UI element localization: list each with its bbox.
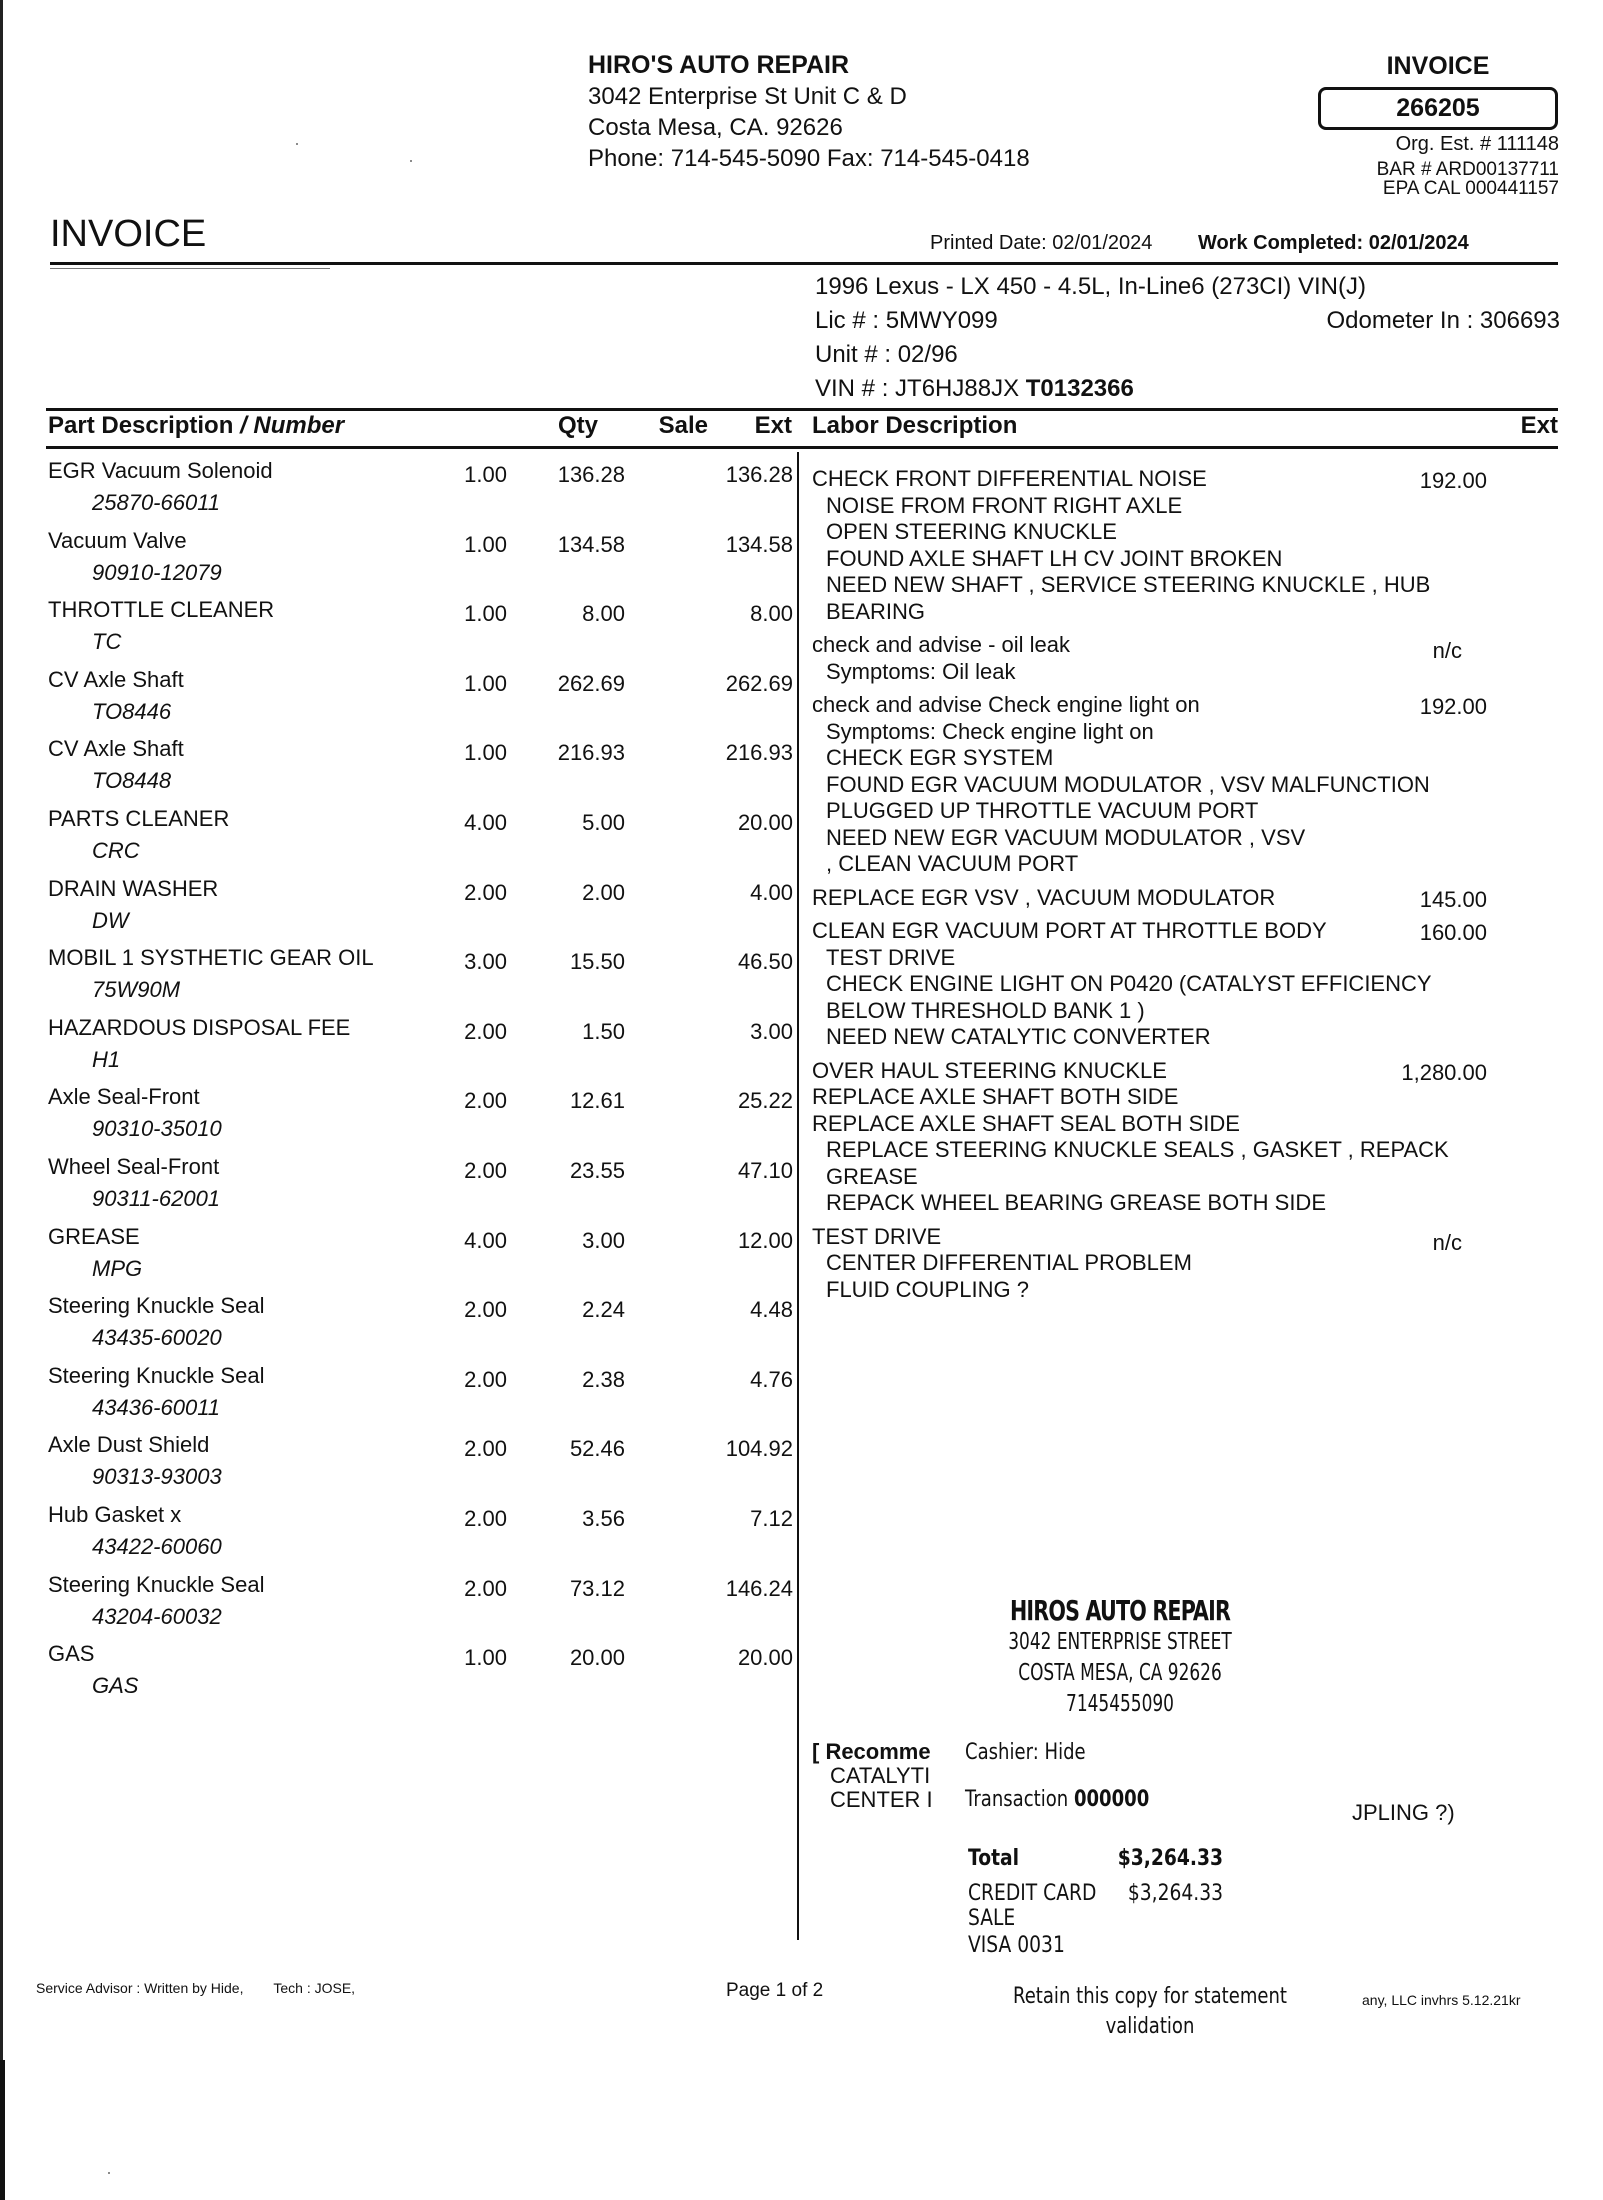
header-divider bbox=[50, 262, 1558, 265]
part-name: Steering Knuckle Seal bbox=[48, 1293, 265, 1319]
labor-detail-line: NOISE FROM FRONT RIGHT AXLE bbox=[826, 492, 1183, 518]
part-ext: 136.28 bbox=[725, 462, 793, 487]
parts-table-header bbox=[48, 412, 792, 440]
labor-table bbox=[812, 466, 1557, 1310]
labor-detail-line: OPEN STEERING KNUCKLE bbox=[826, 519, 1117, 544]
part-qty: 3.00 bbox=[464, 949, 507, 975]
header-part-number: / Number bbox=[240, 412, 345, 439]
part-row bbox=[48, 1572, 793, 1642]
part-row bbox=[48, 528, 793, 598]
payment-label: CREDIT CARD SALE bbox=[968, 1881, 1097, 1931]
labor-table-header bbox=[812, 412, 1558, 440]
shop-header bbox=[588, 50, 1030, 174]
part-sale: 2.38 bbox=[582, 1366, 625, 1392]
service-advisor: Service Advisor : Written by Hide, bbox=[36, 1980, 244, 1996]
invoice-meta bbox=[1377, 135, 1559, 198]
part-sale: 134.58 bbox=[557, 531, 625, 557]
part-qty: 2.00 bbox=[464, 1575, 507, 1601]
part-name: HAZARDOUS DISPOSAL FEE bbox=[48, 1014, 351, 1040]
column-divider bbox=[797, 452, 799, 1940]
part-name: Steering Knuckle Seal bbox=[48, 1571, 265, 1597]
labor-detail-line: PLUGGED UP THROTTLE VACUUM PORT bbox=[826, 798, 1259, 823]
part-name: Steering Knuckle Seal bbox=[48, 1362, 265, 1388]
part-row bbox=[48, 458, 793, 528]
part-number: 43422-60060 bbox=[92, 1533, 222, 1559]
labor-detail-line: Symptoms: Check engine light on bbox=[826, 718, 1154, 744]
license-number: Lic # : 5MWY099 bbox=[815, 307, 998, 334]
retain-notice: Retain this copy for statement validation bbox=[1012, 1984, 1288, 2039]
header-labor-ext: Ext bbox=[1520, 412, 1558, 439]
part-sale: 2.00 bbox=[582, 879, 625, 905]
part-qty: 2.00 bbox=[464, 1505, 507, 1531]
part-number: 43435-60020 bbox=[92, 1325, 222, 1351]
part-sale: 8.00 bbox=[582, 601, 625, 627]
unit-number: Unit # : 02/96 bbox=[815, 341, 958, 368]
header-part-description: Part Description bbox=[48, 412, 234, 439]
part-ext: 104.92 bbox=[725, 1436, 793, 1462]
labor-detail-line: CHECK EGR SYSTEM bbox=[826, 745, 1054, 770]
header-sale: Sale bbox=[658, 412, 708, 439]
recommendation-line: CATALYTI bbox=[830, 1763, 931, 1788]
software-version: any, LLC invhrs 5.12.21kr bbox=[1362, 1992, 1521, 2008]
part-row bbox=[48, 1363, 793, 1433]
part-sale: 2.24 bbox=[582, 1297, 625, 1323]
part-number: TC bbox=[92, 629, 122, 655]
payment-row bbox=[968, 1881, 1325, 1931]
labor-detail-line: NEED NEW EGR VACUUM MODULATOR , VSV bbox=[826, 824, 1306, 850]
part-ext: 4.76 bbox=[750, 1366, 793, 1392]
labor-amount: 160.00 bbox=[1419, 920, 1487, 945]
part-name: THROTTLE CLEANER bbox=[48, 597, 275, 623]
part-qty: 2.00 bbox=[464, 1366, 507, 1392]
payment-value: $3,264.33 bbox=[1127, 1881, 1223, 1906]
labor-detail-line: REPLACE STEERING KNUCKLE SEALS , GASKET , REPACK bbox=[826, 1137, 1449, 1162]
part-ext: 20.00 bbox=[737, 1645, 793, 1671]
part-ext: 47.10 bbox=[737, 1157, 793, 1183]
part-qty: 1.00 bbox=[464, 740, 507, 766]
receipt-totals bbox=[968, 1846, 1328, 1958]
technician: Tech : JOSE, bbox=[273, 1980, 356, 1996]
labor-item bbox=[812, 1058, 1557, 1217]
labor-title: check and advise Check engine light on bbox=[812, 692, 1200, 717]
transaction-number: 000000 bbox=[1073, 1787, 1150, 1812]
part-name: PARTS CLEANER bbox=[48, 805, 230, 831]
part-qty: 1.00 bbox=[464, 601, 507, 627]
part-qty: 2.00 bbox=[464, 1018, 507, 1044]
scan-edge bbox=[0, 0, 3, 2200]
receipt-city: COSTA MESA, CA 92626 bbox=[1018, 1660, 1222, 1686]
org-estimate-number: Org. Est. # 111148 bbox=[1395, 133, 1559, 155]
vin-prefix: VIN # : JT6HJ88JX bbox=[815, 375, 1026, 402]
part-row bbox=[48, 1154, 793, 1224]
invoice-number-block bbox=[1318, 52, 1558, 130]
receipt-phone: 7145455090 bbox=[1066, 1691, 1174, 1717]
scan-edge-mark bbox=[0, 2060, 5, 2200]
part-ext: 262.69 bbox=[725, 670, 793, 696]
part-name: CV Axle Shaft bbox=[48, 666, 184, 692]
part-qty: 1.00 bbox=[464, 670, 507, 696]
vin-suffix: T0132366 bbox=[1025, 375, 1134, 402]
part-ext: 7.12 bbox=[750, 1505, 793, 1531]
labor-amount: 192.00 bbox=[1419, 468, 1487, 493]
labor-detail-line: Symptoms: Oil leak bbox=[826, 658, 1016, 684]
part-name: Wheel Seal-Front bbox=[48, 1153, 220, 1179]
receipt-street: 3042 ENTERPRISE STREET bbox=[1008, 1629, 1232, 1655]
total-label: Total bbox=[968, 1846, 1020, 1871]
labor-amount: 192.00 bbox=[1419, 694, 1487, 719]
part-sale: 3.56 bbox=[582, 1505, 625, 1531]
labor-detail-line: FOUND EGR VACUUM MODULATOR , VSV MALFUNCTION bbox=[826, 771, 1430, 797]
part-number: 90313-93003 bbox=[92, 1464, 222, 1490]
vin-number bbox=[815, 372, 1560, 406]
part-ext: 3.00 bbox=[750, 1018, 793, 1044]
part-qty: 1.00 bbox=[464, 1645, 507, 1671]
labor-title: TEST DRIVE bbox=[812, 1223, 942, 1249]
parts-header-description bbox=[48, 412, 488, 440]
part-sale: 262.69 bbox=[557, 670, 625, 696]
part-ext: 146.24 bbox=[725, 1575, 793, 1601]
part-sale: 73.12 bbox=[569, 1575, 625, 1601]
shop-address-line2: Costa Mesa, CA. 92626 bbox=[588, 114, 843, 141]
part-qty: 1.00 bbox=[464, 531, 507, 557]
header-ext: Ext bbox=[754, 412, 792, 439]
labor-item bbox=[812, 918, 1557, 1051]
part-row bbox=[48, 1641, 793, 1711]
receipt-transaction bbox=[965, 1787, 1149, 1812]
scan-speck bbox=[410, 160, 412, 162]
labor-item bbox=[812, 632, 1557, 685]
labor-title: check and advise - oil leak bbox=[812, 632, 1071, 657]
part-qty: 2.00 bbox=[464, 1436, 507, 1462]
part-ext: 4.00 bbox=[750, 879, 793, 905]
labor-amount: 1,280.00 bbox=[1401, 1059, 1487, 1085]
part-number: TO8448 bbox=[92, 768, 172, 794]
recommendations-heading: [ Recomme bbox=[812, 1740, 931, 1764]
header-qty: Qty bbox=[557, 412, 598, 439]
header-divider-faint bbox=[50, 268, 330, 269]
part-name: MOBIL 1 SYSTHETIC GEAR OIL bbox=[48, 945, 374, 971]
part-name: Vacuum Valve bbox=[48, 527, 187, 553]
part-name: Axle Dust Shield bbox=[48, 1432, 210, 1458]
labor-detail-line: BEARING bbox=[826, 598, 926, 624]
part-ext: 20.00 bbox=[737, 809, 793, 835]
scan-speck bbox=[296, 143, 298, 145]
labor-title: CLEAN EGR VACUUM PORT AT THROTTLE BODY bbox=[812, 918, 1327, 943]
labor-detail-line: GREASE bbox=[826, 1163, 918, 1189]
labor-detail-line: CHECK ENGINE LIGHT ON P0420 (CATALYST EFFICIENCY bbox=[826, 971, 1432, 996]
part-name: EGR Vacuum Solenoid bbox=[48, 458, 273, 483]
labor-amount: 145.00 bbox=[1419, 886, 1487, 912]
epa-number: EPA CAL 000441157 bbox=[1382, 178, 1559, 199]
labor-detail-line: FLUID COUPLING ? bbox=[826, 1276, 1029, 1302]
part-number: 90311-62001 bbox=[92, 1185, 221, 1211]
labor-detail-line: NEED NEW SHAFT , SERVICE STEERING KNUCKLE , HUB bbox=[826, 572, 1431, 597]
header-labor-description: Labor Description bbox=[812, 412, 1018, 439]
receipt-stamp bbox=[940, 1594, 1300, 1720]
labor-detail-line: FOUND AXLE SHAFT LH CV JOINT BROKEN bbox=[826, 545, 1283, 571]
part-name: Hub Gasket x bbox=[48, 1501, 182, 1527]
part-row bbox=[48, 806, 793, 876]
part-row bbox=[48, 597, 793, 667]
part-number: H1 bbox=[92, 1046, 121, 1072]
page-number: Page 1 of 2 bbox=[726, 1980, 824, 2001]
labor-detail-line: TEST DRIVE bbox=[826, 944, 956, 970]
labor-detail-line: REPLACE AXLE SHAFT SEAL BOTH SIDE bbox=[812, 1110, 1240, 1136]
labor-amount: n/c bbox=[1432, 1229, 1462, 1255]
odometer-in: Odometer In : 306693 bbox=[1326, 307, 1560, 334]
labor-title: REPLACE EGR VSV , VACUUM MODULATOR bbox=[812, 884, 1276, 910]
part-ext: 46.50 bbox=[737, 949, 793, 975]
vehicle-description: 1996 Lexus - LX 450 - 4.5L, In-Line6 (273CI) VIN(J) bbox=[815, 273, 1366, 300]
part-number: CRC bbox=[92, 837, 140, 863]
labor-item bbox=[812, 692, 1557, 878]
part-number: DW bbox=[92, 907, 129, 933]
part-sale: 12.61 bbox=[569, 1088, 625, 1114]
labor-detail-line: NEED NEW CATALYTIC CONVERTER bbox=[826, 1024, 1211, 1049]
work-completed-date: Work Completed: 02/01/2024 bbox=[1197, 232, 1469, 254]
labor-title: OVER HAUL STEERING KNUCKLE bbox=[812, 1057, 1167, 1083]
shop-address-line1: 3042 Enterprise St Unit C & D bbox=[588, 83, 907, 110]
receipt-shop-name: HIROS AUTO REPAIR bbox=[1009, 1594, 1231, 1627]
table-header-top-rule bbox=[46, 408, 1558, 411]
part-qty: 4.00 bbox=[464, 1227, 507, 1253]
part-row bbox=[48, 1084, 793, 1154]
table-header-bottom-rule bbox=[46, 446, 1558, 449]
printed-date: Printed Date: 02/01/2024 bbox=[930, 232, 1153, 254]
part-name: GAS bbox=[48, 1641, 95, 1667]
part-ext: 134.58 bbox=[725, 531, 793, 557]
parts-table bbox=[48, 458, 793, 1711]
part-ext: 216.93 bbox=[725, 740, 793, 766]
receipt-cashier: Cashier: Hide bbox=[965, 1740, 1086, 1765]
part-ext: 4.48 bbox=[750, 1297, 793, 1323]
recommendations bbox=[812, 1740, 935, 1840]
labor-detail-line: REPACK WHEEL BEARING GREASE BOTH SIDE bbox=[826, 1190, 1326, 1215]
part-sale: 15.50 bbox=[569, 949, 625, 975]
labor-item bbox=[812, 885, 1557, 912]
labor-item bbox=[812, 466, 1557, 625]
labor-amount: n/c bbox=[1432, 638, 1462, 663]
part-row bbox=[48, 667, 793, 737]
part-sale: 216.93 bbox=[557, 740, 625, 766]
part-row bbox=[48, 1015, 793, 1085]
card-info: VISA 0031 bbox=[968, 1933, 1065, 1958]
page-title: INVOICE bbox=[50, 213, 207, 255]
part-row bbox=[48, 876, 793, 946]
labor-item bbox=[812, 1224, 1557, 1304]
recommendation-overflow: JPLING ?) bbox=[1352, 1800, 1455, 1825]
part-sale: 5.00 bbox=[582, 809, 625, 835]
footer-staff bbox=[36, 1980, 355, 1996]
part-sale: 20.00 bbox=[569, 1645, 625, 1671]
part-qty: 1.00 bbox=[464, 462, 507, 487]
part-sale: 3.00 bbox=[582, 1227, 625, 1253]
part-qty: 2.00 bbox=[464, 879, 507, 905]
shop-phone-fax: Phone: 714-545-5090 Fax: 714-545-0418 bbox=[588, 145, 1030, 172]
part-name: Axle Seal-Front bbox=[48, 1084, 200, 1110]
part-row bbox=[48, 1293, 793, 1363]
part-qty: 2.00 bbox=[464, 1088, 507, 1114]
invoice-label: INVOICE bbox=[1386, 52, 1490, 80]
part-sale: 136.28 bbox=[557, 462, 625, 487]
part-number: 75W90M bbox=[92, 977, 181, 1003]
part-number: MPG bbox=[92, 1255, 143, 1281]
labor-detail-line: REPLACE AXLE SHAFT BOTH SIDE bbox=[812, 1084, 1179, 1109]
part-sale: 52.46 bbox=[569, 1436, 625, 1462]
part-ext: 12.00 bbox=[737, 1227, 793, 1253]
recommendation-line: CENTER I bbox=[830, 1787, 933, 1812]
labor-title: CHECK FRONT DIFFERENTIAL NOISE bbox=[812, 466, 1207, 491]
bar-number: BAR # ARD00137711 bbox=[1376, 159, 1559, 180]
part-name: GREASE bbox=[48, 1223, 140, 1249]
vehicle-info bbox=[815, 270, 1560, 406]
transaction-label: Transaction bbox=[965, 1787, 1074, 1812]
part-number: 90910-12079 bbox=[92, 559, 222, 585]
part-ext: 25.22 bbox=[737, 1088, 793, 1114]
part-ext: 8.00 bbox=[750, 601, 793, 627]
part-number: GAS bbox=[92, 1673, 139, 1699]
part-number: 43204-60032 bbox=[92, 1603, 222, 1629]
labor-detail-line: BELOW THRESHOLD BANK 1 ) bbox=[826, 997, 1145, 1023]
part-number: TO8446 bbox=[92, 698, 172, 724]
total-row bbox=[968, 1846, 1325, 1871]
part-qty: 4.00 bbox=[464, 809, 507, 835]
part-sale: 1.50 bbox=[582, 1018, 625, 1044]
total-value: $3,264.33 bbox=[1117, 1846, 1223, 1871]
part-number: 25870-66011 bbox=[92, 490, 221, 515]
labor-detail-line: CENTER DIFFERENTIAL PROBLEM bbox=[826, 1250, 1192, 1275]
scan-speck bbox=[108, 2172, 110, 2174]
part-qty: 2.00 bbox=[464, 1297, 507, 1323]
part-row bbox=[48, 945, 793, 1015]
dates-row bbox=[930, 232, 1469, 255]
part-number: 43436-60011 bbox=[92, 1394, 221, 1420]
part-number: 90310-35010 bbox=[92, 1116, 222, 1142]
part-row bbox=[48, 736, 793, 806]
part-row bbox=[48, 1432, 793, 1502]
part-sale: 23.55 bbox=[569, 1157, 625, 1183]
part-row bbox=[48, 1224, 793, 1294]
part-row bbox=[48, 1502, 793, 1572]
invoice-number: 266205 bbox=[1318, 87, 1558, 130]
labor-detail-line: , CLEAN VACUUM PORT bbox=[826, 851, 1079, 876]
shop-name: HIRO'S AUTO REPAIR bbox=[588, 51, 850, 79]
part-name: CV Axle Shaft bbox=[48, 736, 184, 762]
part-qty: 2.00 bbox=[464, 1157, 507, 1183]
part-name: DRAIN WASHER bbox=[48, 875, 219, 901]
